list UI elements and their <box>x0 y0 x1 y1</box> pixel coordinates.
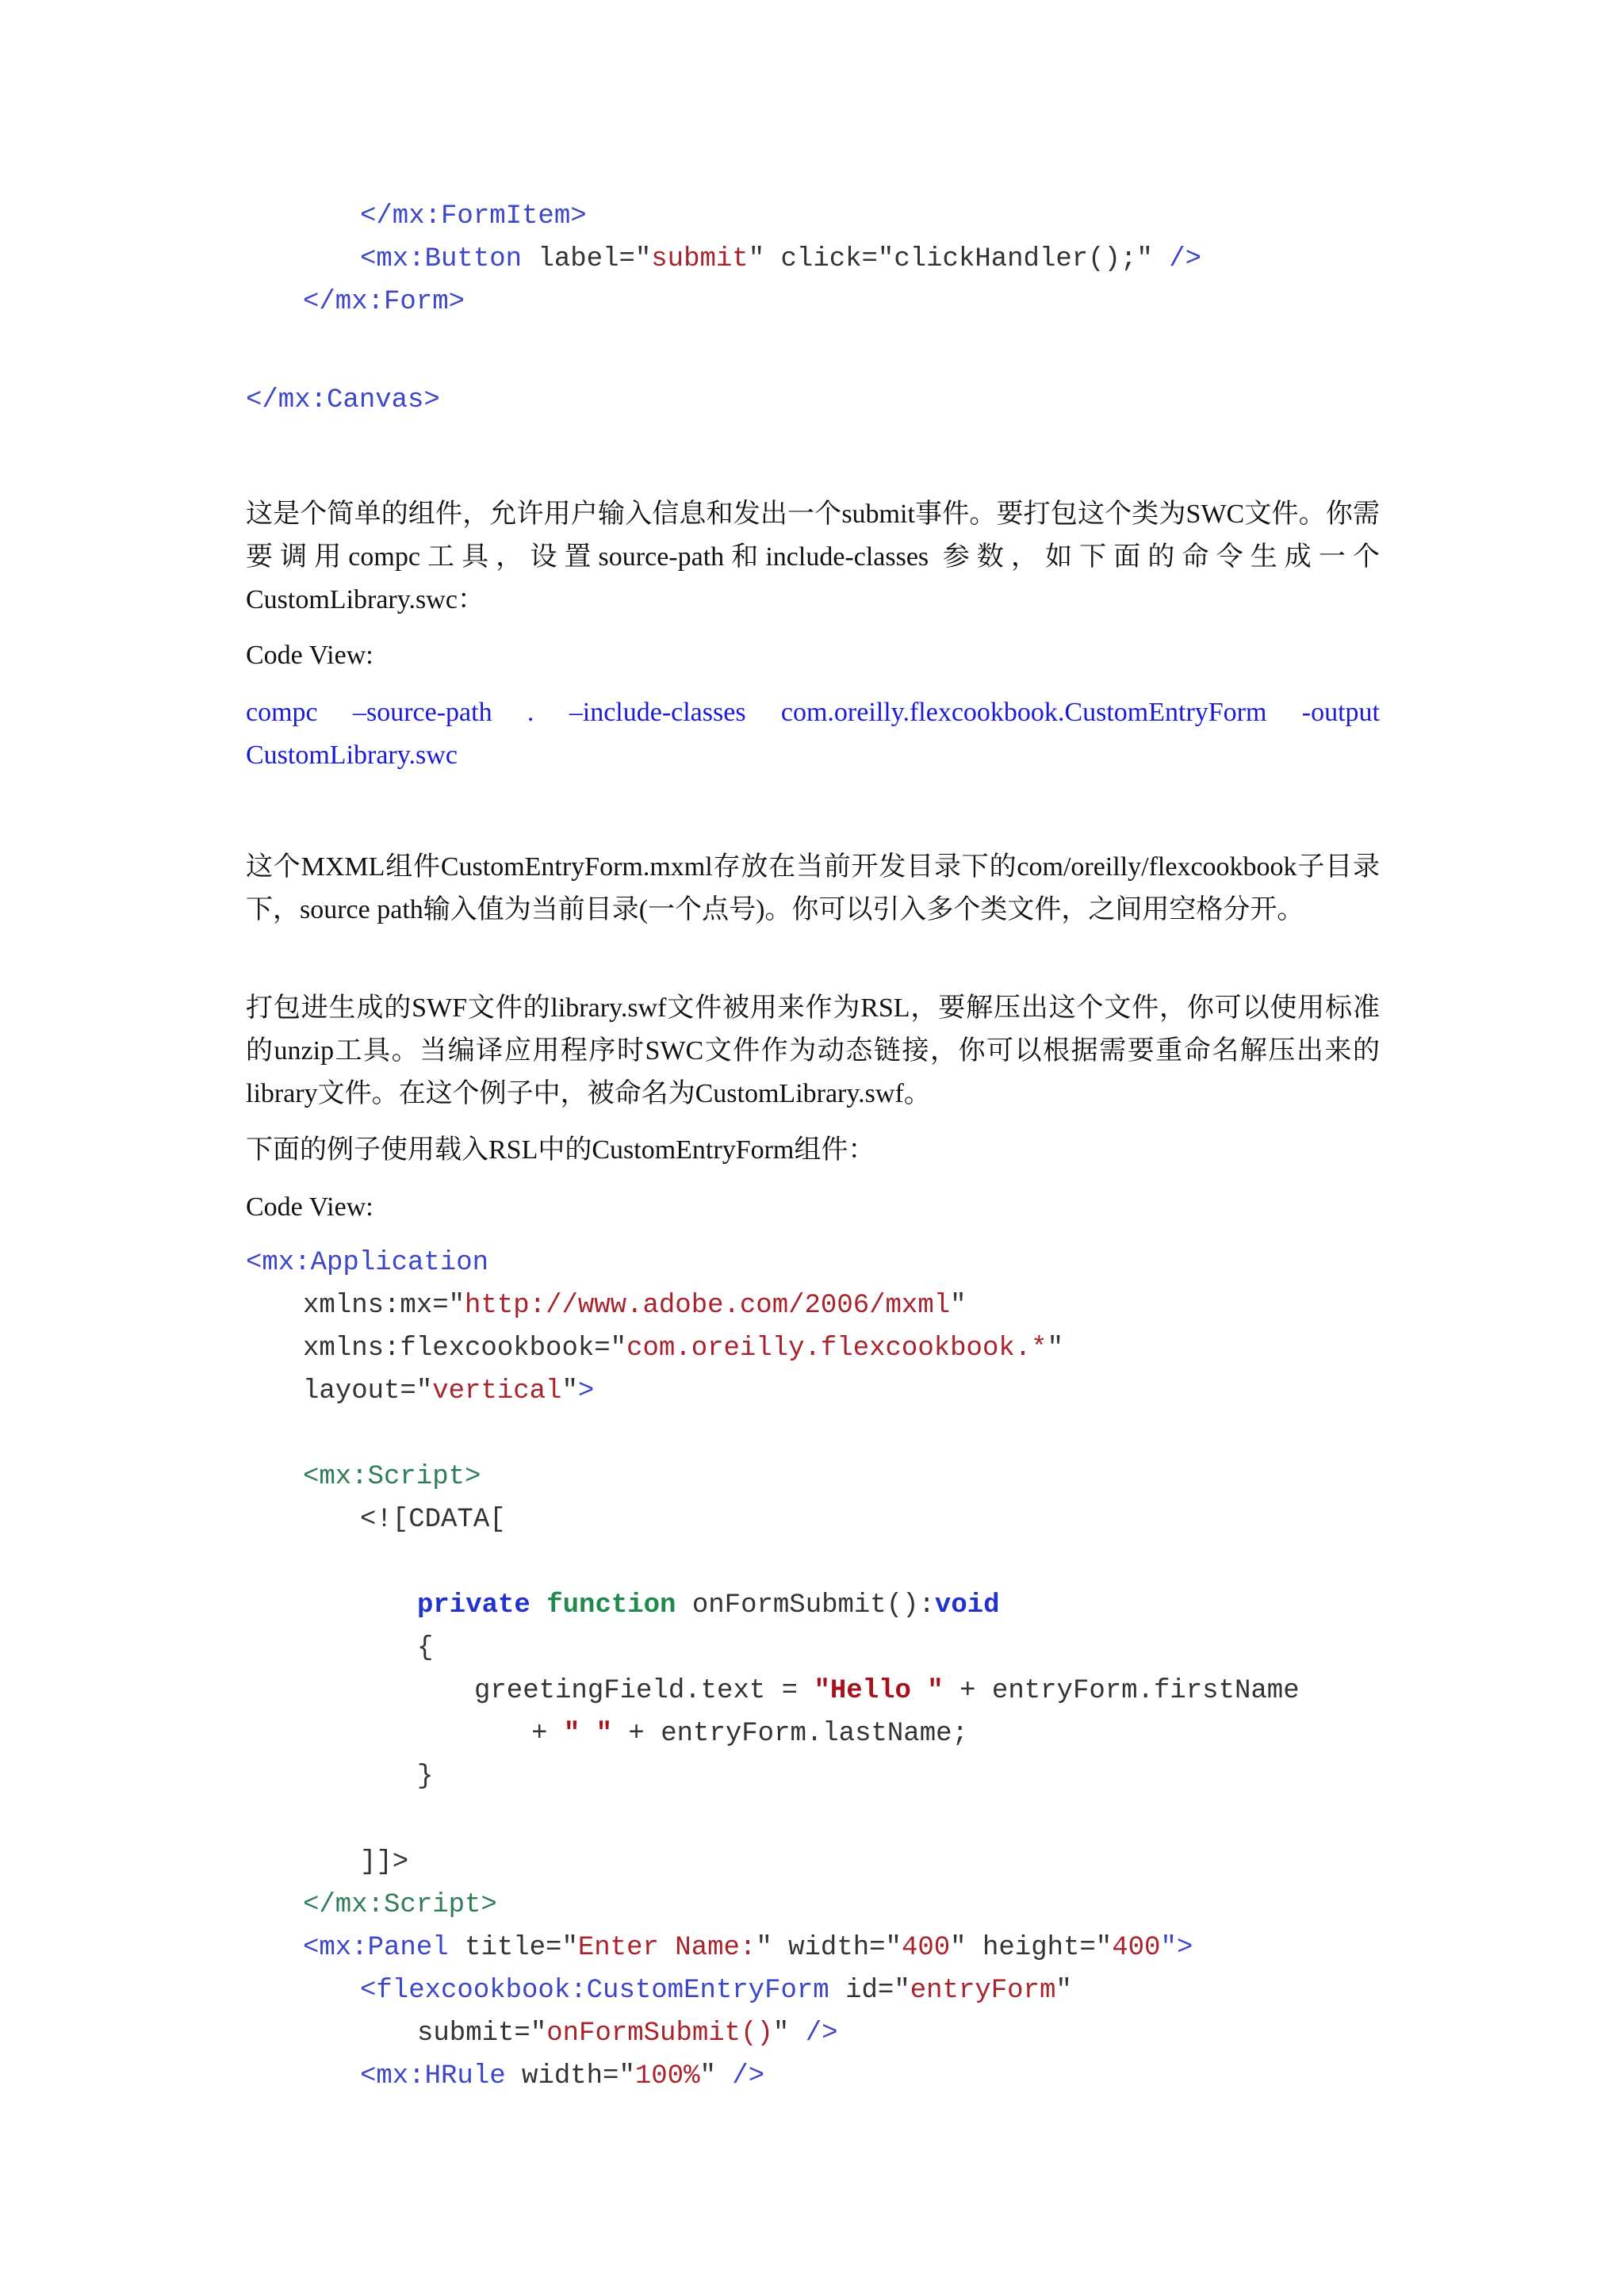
code-line-script-open: <mx:Script> <box>303 1462 481 1492</box>
code-line-application: <mx:Application <box>246 1248 489 1278</box>
code-line-xmlns-flexcookbook: xmlns:flexcookbook="com.oreilly.flexcookbook.*" <box>303 1334 1063 1364</box>
code-line-greeting-cont: + " " + entryForm.lastName; <box>531 1719 968 1749</box>
code-line-function-decl: private function onFormSubmit():void <box>417 1590 1000 1621</box>
code-line-script-close: </mx:Script> <box>303 1890 497 1920</box>
code-line-xmlns-mx: xmlns:mx="http://www.adobe.com/2006/mxml" <box>303 1291 967 1321</box>
code-line-submit-attr: submit="onFormSubmit()" /> <box>417 2019 838 2049</box>
paragraph-library-swf: 打包进生成的SWF文件的library.swf文件被用来作为RSL，要解压出这个文件，你可以使用标准的unzip工具。当编译应用程序时SWC文件作为动态链接，你可以根据需要重命名解压出来的library文件。在这个例子中，被命名为CustomLibrary.swf。 <box>246 993 1380 1108</box>
code-line-button: <mx:Button label="submit" click="clickHandler();" /> <box>360 244 1202 274</box>
code-line-brace-close: } <box>417 1762 434 1792</box>
code-line-hrule: <mx:HRule width="100%" /> <box>360 2061 765 2091</box>
code-view-label: Code View: <box>246 641 373 670</box>
paragraph-example-intro: 下面的例子使用载入RSL中的CustomEntryForm组件： <box>246 1135 875 1165</box>
code-view-label: Code View: <box>246 1192 373 1222</box>
compc-command: compc –source-path . –include-classes com.oreilly.flexcookbook.CustomEntryForm -output CustomLibrary.swc <box>246 698 1380 770</box>
code-line-cdata-open: <![CDATA[ <box>360 1505 506 1535</box>
code-line-form-close: </mx:Form> <box>303 287 465 317</box>
paragraph-source-path: 这个MXML组件CustomEntryForm.mxml存放在当前开发目录下的com/oreilly/flexcookbook子目录下，source path输入值为当前目录(一个点号)。你可以引入多个类文件，之间用空格分开。 <box>246 852 1380 924</box>
code-line-layout: layout="vertical"> <box>303 1376 595 1406</box>
code-line-formitem-close: </mx:FormItem> <box>360 201 587 232</box>
code-line-canvas-close: </mx:Canvas> <box>246 385 440 415</box>
code-line-custom-entry-form: <flexcookbook:CustomEntryForm id="entryForm" <box>360 1976 1072 2006</box>
paragraph-swc-intro: 这是个简单的组件，允许用户输入信息和发出一个submit事件。要打包这个类为SWC文件。你需要调用compc工具，设置source-path和include-classes 参数，如下面的命令生成一个CustomLibrary.swc： <box>246 499 1380 614</box>
code-line-greeting: greetingField.text = "Hello " + entryForm.firstName <box>474 1676 1300 1706</box>
code-line-brace-open: { <box>417 1633 434 1663</box>
code-line-cdata-close: ]]> <box>360 1847 409 1877</box>
code-line-panel: <mx:Panel title="Enter Name:" width="400" height="400"> <box>303 1933 1193 1963</box>
